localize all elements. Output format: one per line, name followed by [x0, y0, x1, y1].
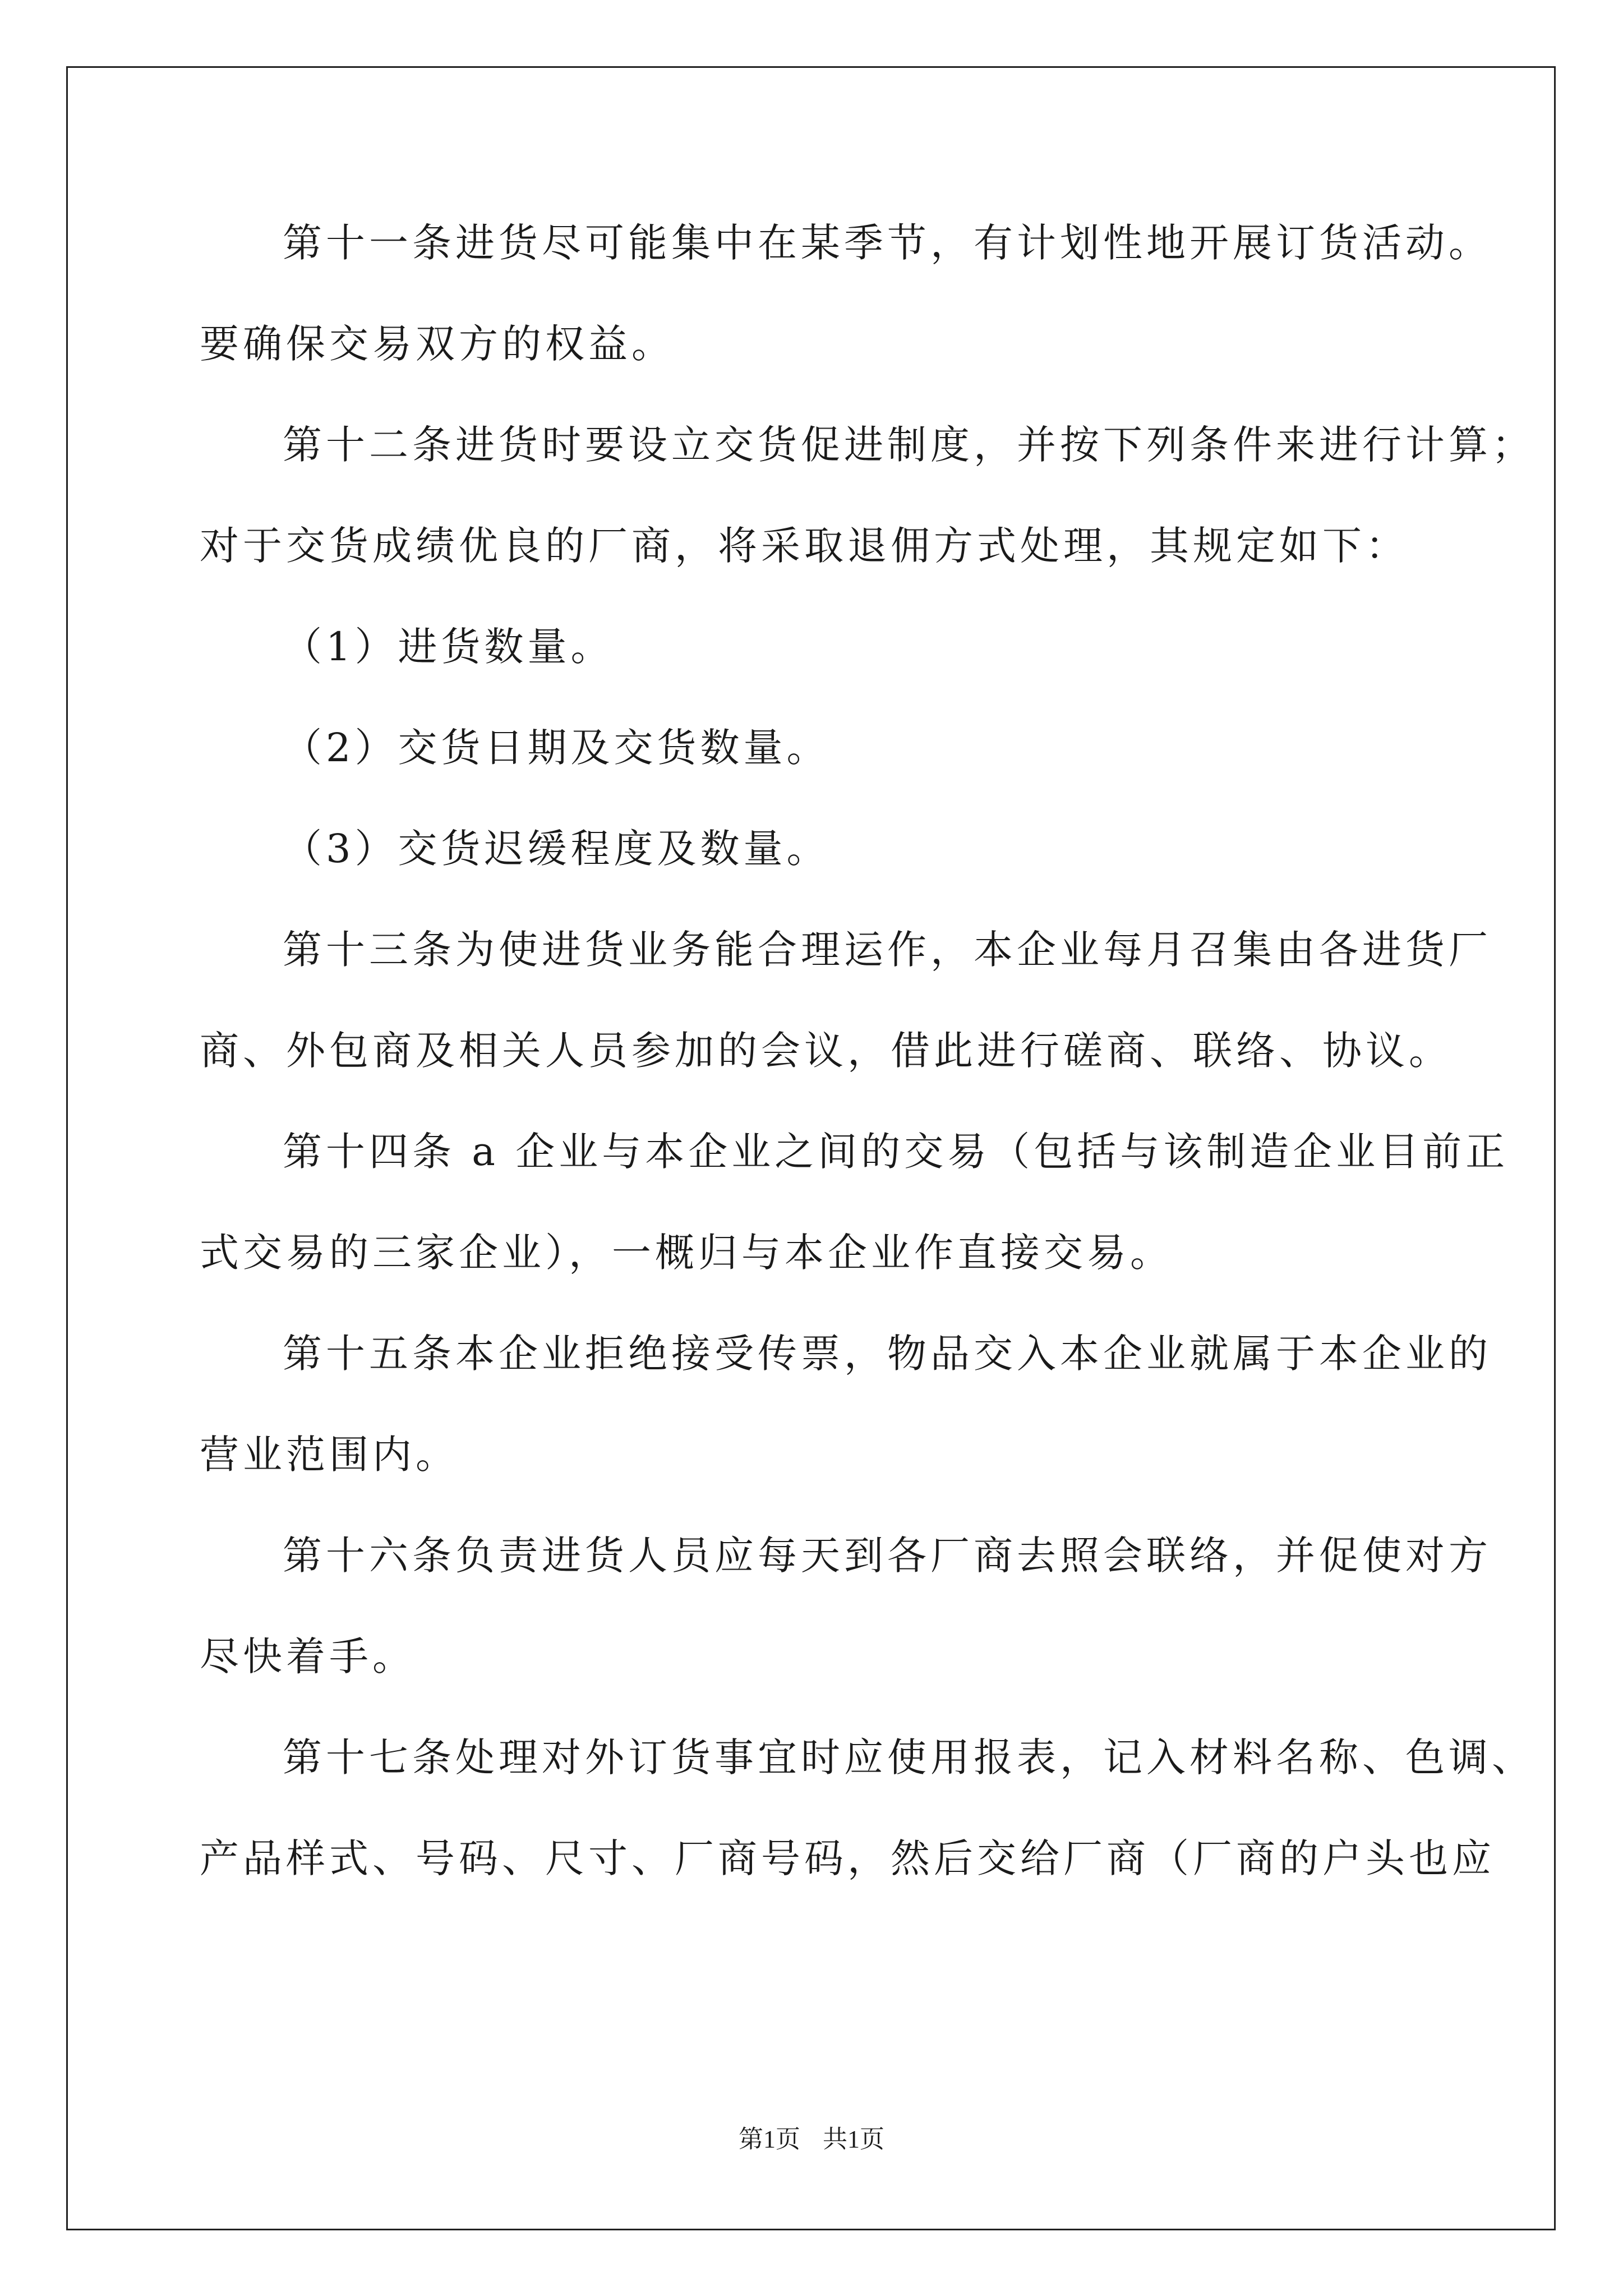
paragraph-line: 第十三条为使进货业务能合理运作，本企业每月召集由各进货厂 — [283, 927, 1492, 973]
paragraph-line: 第十七条处理对外订货事宜时应使用报表，记入材料名称、色调、 — [283, 1734, 1535, 1780]
paragraph-line: 第十四条 a 企业与本企业之间的交易（包括与该制造企业目前正 — [283, 1129, 1509, 1175]
paragraph-line: 第十一条进货尽可能集中在某季节，有计划性地开展订货活动。 — [283, 220, 1492, 266]
paragraph-line: 第十六条负责进货人员应每天到各厂商去照会联络，并促使对方 — [283, 1533, 1492, 1579]
list-item: （1）进货数量。 — [283, 624, 614, 670]
page-number-current: 第1页 — [739, 2125, 800, 2153]
paragraph-line: 要确保交易双方的权益。 — [200, 321, 675, 367]
paragraph-line: 第十二条进货时要设立交货促进制度，并按下列条件来进行计算； — [283, 422, 1535, 468]
paragraph-line: 式交易的三家企业），一概归与本企业作直接交易。 — [200, 1230, 1173, 1276]
page-number-total: 共1页 — [823, 2125, 884, 2153]
paragraph-line: 对于交货成绩优良的厂商，将采取退佣方式处理，其规定如下： — [200, 523, 1409, 569]
list-item: （3）交货迟缓程度及数量。 — [283, 826, 830, 872]
paragraph-line: 尽快着手。 — [200, 1634, 416, 1680]
paragraph-line: 产品样式、号码、尺寸、厂商号码，然后交给厂商（厂商的户头也应 — [200, 1835, 1495, 1881]
paragraph-line: 第十五条本企业拒绝接受传票，物品交入本企业就属于本企业的 — [283, 1331, 1492, 1377]
paragraph-line: 营业范围内。 — [200, 1432, 459, 1478]
page-footer — [0, 2123, 1623, 2156]
paragraph-line: 商、外包商及相关人员参加的会议，借此进行磋商、联络、协议。 — [200, 1028, 1452, 1074]
list-item: （2）交货日期及交货数量。 — [283, 725, 830, 771]
